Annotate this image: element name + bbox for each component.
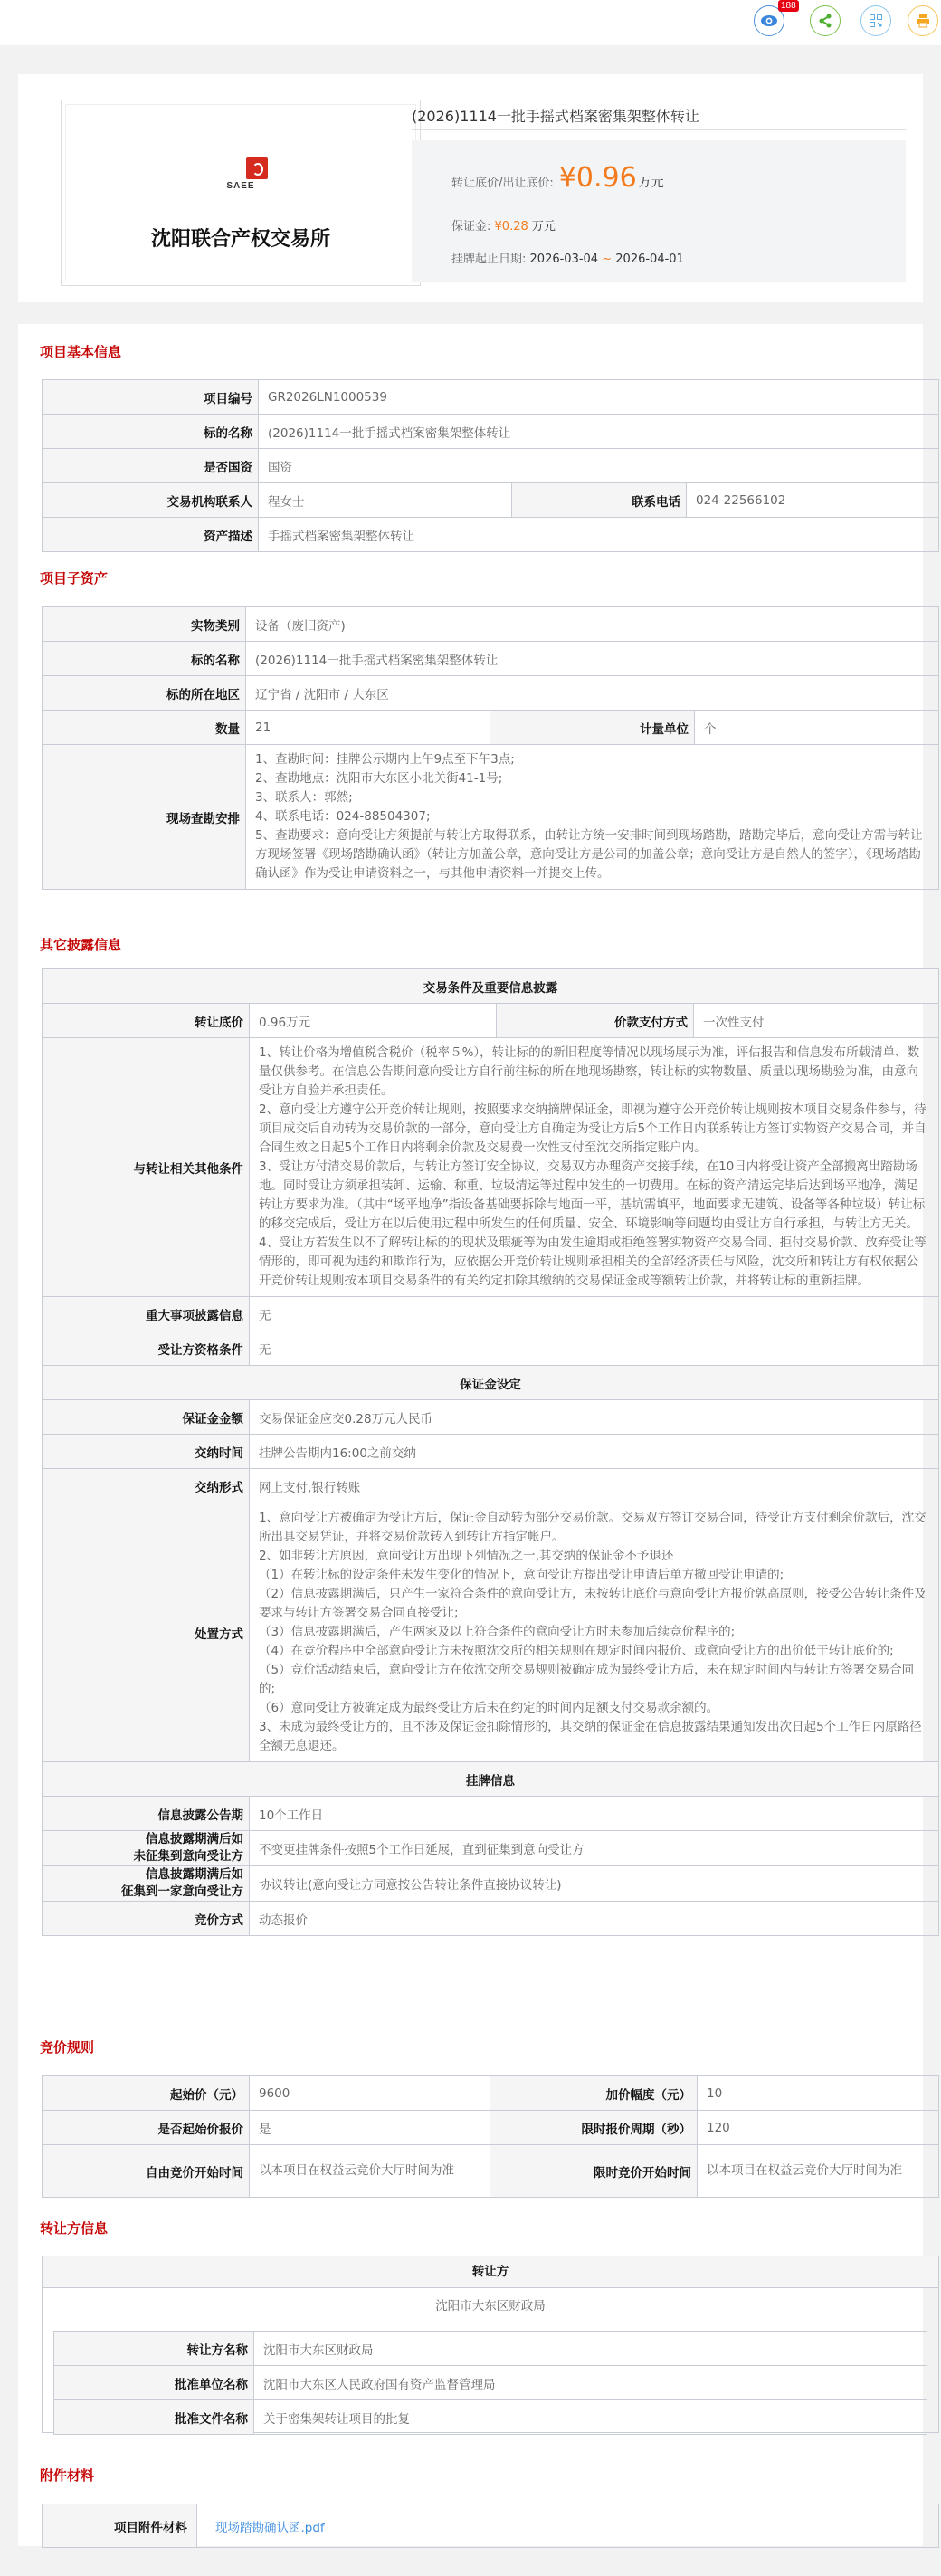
price-summary bbox=[412, 140, 906, 282]
timed-bid-cycle: 120 bbox=[698, 2111, 939, 2145]
share-icon bbox=[818, 14, 832, 28]
table-row bbox=[43, 642, 939, 676]
row-label: 标的名称 bbox=[43, 642, 246, 676]
reserve-price-unit: 万元 bbox=[638, 176, 664, 190]
one-buyer-action: 协议转让(意向受让方同意按公告转让条件直接协议转让) bbox=[250, 1866, 939, 1902]
payment-method: 一次性支付 bbox=[694, 1004, 939, 1038]
unit: 个 bbox=[695, 711, 939, 745]
trade-conditions-heading: 交易条件及重要信息披露 bbox=[43, 969, 939, 1004]
row-label: 是否国资 bbox=[43, 449, 259, 483]
reserve-price-value: ¥0.96 bbox=[558, 162, 637, 194]
bidding-rules-table bbox=[42, 2075, 939, 2198]
transferor-name: 沈阳市大东区财政局 bbox=[254, 2332, 927, 2366]
print-button[interactable] bbox=[908, 5, 938, 36]
row-label: 批准文件名称 bbox=[54, 2400, 254, 2435]
table-row bbox=[43, 1831, 939, 1866]
timed-bid-start: 以本项目在权益云竞价大厅时间为准 bbox=[698, 2145, 939, 2198]
saee-logo-icon bbox=[246, 157, 268, 179]
section-title-transferor: 转让方信息 bbox=[40, 2220, 109, 2237]
deposit-form: 网上支付,银行转账 bbox=[250, 1469, 939, 1503]
row-label: 实物类别 bbox=[43, 607, 246, 642]
state-owned: 国资 bbox=[259, 449, 939, 483]
row-label: 加价幅度（元） bbox=[490, 2076, 698, 2111]
table-row bbox=[43, 1004, 939, 1038]
asset-category: 设备（废旧资产) bbox=[246, 607, 939, 642]
table-row bbox=[54, 2366, 927, 2400]
start-price-bid: 是 bbox=[250, 2111, 490, 2145]
table-row bbox=[43, 483, 939, 518]
row-label: 重大事项披露信息 bbox=[43, 1297, 250, 1331]
disclosure-period: 10个工作日 bbox=[250, 1797, 939, 1831]
asset-description: 手摇式档案密集架整体转让 bbox=[259, 518, 939, 552]
table-row bbox=[43, 1435, 939, 1469]
subject-name: (2026)1114一批手摇式档案密集架整体转让 bbox=[259, 415, 939, 449]
row-label: 信息披露期满后如 未征集到意向受让方 bbox=[43, 1831, 250, 1866]
row-label: 信息披露公告期 bbox=[43, 1797, 250, 1831]
section-title-sub-asset: 项目子资产 bbox=[40, 570, 109, 587]
other-disclosure-table bbox=[42, 968, 939, 1936]
share-button[interactable] bbox=[810, 5, 841, 36]
section-title-bidding-rules: 竞价规则 bbox=[40, 2039, 95, 2056]
row-label: 限时竞价开始时间 bbox=[490, 2145, 698, 2198]
table-row bbox=[43, 2076, 939, 2111]
project-number: GR2026LN1000539 bbox=[259, 380, 939, 415]
row-label: 与转让相关其他条件 bbox=[43, 1038, 250, 1297]
table-row bbox=[43, 415, 939, 449]
eye-icon bbox=[760, 14, 778, 27]
table-row bbox=[43, 1469, 939, 1503]
logo-abbreviation: SAEE bbox=[226, 181, 255, 191]
row-label: 是否起始价报价 bbox=[43, 2111, 250, 2145]
row-label: 转让方名称 bbox=[54, 2332, 254, 2366]
table-row bbox=[43, 676, 939, 711]
transferor-panel bbox=[42, 2256, 939, 2433]
quantity: 21 bbox=[246, 711, 490, 745]
table-row bbox=[43, 1503, 939, 1762]
inspection-arrangement: 1、查勘时间：挂牌公示期内上午9点至下午3点; 2、查勘地点：沈阳市大东区小北关街41-1号; 3、联系人：郭然; 4、联系电话：024-88504307; 5、查勘要求：意向受让方须提前与转让方取得联系，由转让方统一安排时间到现场踏勘，踏勘完毕后，意向受让方需与转让方现场签署《现场踏勘确认函》（转让方加盖公章，意向受让方是公司的加盖公章；意向受让方是自然人的签字），《现场踏勘确认函》作为受让申请资料之一，与其他申请资料一并提交上传。 bbox=[246, 745, 939, 890]
table-row bbox=[43, 518, 939, 552]
sub-asset-table bbox=[42, 606, 939, 890]
transfer-price: 0.96万元 bbox=[250, 1004, 497, 1038]
table-row bbox=[43, 2111, 939, 2145]
row-label: 信息披露期满后如 征集到一家意向受让方 bbox=[43, 1866, 250, 1902]
approval-document: 关于密集架转让项目的批复 bbox=[254, 2400, 927, 2435]
reserve-price-label: 转让底价/出让底价: bbox=[451, 177, 554, 190]
buyer-qualification: 无 bbox=[250, 1331, 939, 1366]
row-label: 转让底价 bbox=[43, 1004, 250, 1038]
table-row bbox=[43, 380, 939, 415]
starting-price: 9600 bbox=[250, 2076, 490, 2111]
row-label: 现场查勘安排 bbox=[43, 745, 246, 890]
row-label: 限时报价周期（秒） bbox=[490, 2111, 698, 2145]
table-row bbox=[43, 1866, 939, 1902]
listing-info-heading: 挂牌信息 bbox=[43, 1762, 939, 1797]
deposit-row bbox=[451, 216, 556, 234]
deposit-settings-heading: 保证金设定 bbox=[43, 1366, 939, 1400]
row-label: 自由竞价开始时间 bbox=[43, 2145, 250, 2198]
contact-phone: 024-22566102 bbox=[687, 483, 939, 518]
print-icon bbox=[916, 14, 930, 28]
table-row bbox=[43, 1331, 939, 1366]
project-detail-card bbox=[18, 324, 927, 2546]
table-row bbox=[43, 1400, 939, 1435]
basic-info-table bbox=[42, 379, 939, 552]
subject-region: 辽宁省 / 沈阳市 / 大东区 bbox=[246, 676, 939, 711]
project-title: (2026)1114一批手摇式档案密集架整体转让 bbox=[412, 100, 906, 130]
deposit-unit: 万元 bbox=[531, 220, 556, 234]
transferor-table bbox=[53, 2331, 927, 2435]
listing-period-start: 2026-03-04 bbox=[529, 253, 599, 266]
table-row bbox=[43, 2504, 939, 2548]
view-count-badge: 188 bbox=[778, 0, 799, 12]
free-bid-start: 以本项目在权益云竞价大厅时间为准 bbox=[250, 2145, 490, 2198]
row-label: 资产描述 bbox=[43, 518, 259, 552]
table-row bbox=[43, 2145, 939, 2198]
listing-period-separator: ~ bbox=[602, 253, 613, 266]
table-row bbox=[54, 2400, 927, 2435]
table-row bbox=[43, 1797, 939, 1831]
row-label: 联系电话 bbox=[512, 483, 687, 518]
listing-period-row bbox=[451, 249, 684, 266]
row-label: 起始价（元） bbox=[43, 2076, 250, 2111]
bid-increment: 10 bbox=[698, 2076, 939, 2111]
listing-period-label: 挂牌起止日期: bbox=[451, 253, 527, 266]
row-label: 处置方式 bbox=[43, 1503, 250, 1762]
row-label: 保证金金额 bbox=[43, 1400, 250, 1435]
listing-period-end: 2026-04-01 bbox=[615, 253, 684, 266]
row-label: 交易机构联系人 bbox=[43, 483, 259, 518]
row-label: 项目附件材料 bbox=[43, 2504, 197, 2548]
exchange-logo bbox=[61, 100, 421, 286]
row-label: 项目编号 bbox=[43, 380, 259, 415]
qrcode-icon bbox=[870, 14, 882, 27]
project-header-card bbox=[18, 74, 923, 302]
table-row bbox=[43, 745, 939, 890]
table-row bbox=[43, 449, 939, 483]
attachments-table bbox=[42, 2504, 939, 2548]
section-title-attachments: 附件材料 bbox=[40, 2467, 95, 2484]
deposit-label: 保证金: bbox=[451, 220, 491, 234]
deposit-value: ¥0.28 bbox=[494, 220, 528, 234]
row-label: 计量单位 bbox=[490, 711, 695, 745]
transferor-org: 沈阳市大东区财政局 bbox=[435, 2299, 546, 2314]
no-buyer-action: 不变更挂牌条件按照5个工作日延展，直到征集到意向受让方 bbox=[250, 1831, 939, 1866]
row-label: 价款支付方式 bbox=[497, 1004, 694, 1038]
row-label: 交纳形式 bbox=[43, 1469, 250, 1503]
attachment-file-link[interactable]: 现场踏勘确认函.pdf bbox=[215, 2520, 325, 2535]
row-label: 标的所在地区 bbox=[43, 676, 246, 711]
reserve-price-row bbox=[451, 162, 664, 194]
table-row bbox=[43, 607, 939, 642]
row-label: 数量 bbox=[43, 711, 246, 745]
bidding-method: 动态报价 bbox=[250, 1902, 939, 1936]
row-label: 标的名称 bbox=[43, 415, 259, 449]
transferor-heading: 转让方 bbox=[43, 2256, 938, 2288]
qrcode-button[interactable] bbox=[860, 5, 891, 36]
approval-unit: 沈阳市大东区人民政府国有资产监督管理局 bbox=[254, 2366, 927, 2400]
row-label: 竞价方式 bbox=[43, 1902, 250, 1936]
row-label: 批准单位名称 bbox=[54, 2366, 254, 2400]
table-row bbox=[43, 1038, 939, 1297]
major-matters: 无 bbox=[250, 1297, 939, 1331]
row-label: 受让方资格条件 bbox=[43, 1331, 250, 1366]
deposit-time: 挂牌公告期内16:00之前交纳 bbox=[250, 1435, 939, 1469]
other-conditions: 1、转让价格为增值税含税价（税率５%），转让标的的新旧程度等情况以现场展示为准，评估报告和信息发布所载清单、数量仅供参考。在信息公告期间意向受让方自行前往标的所在地现场勘察，转让标的实物数量、质量以现场勘验为准，由意向受让方自验并承担责任。 2、意向受让方遵守公开竞价转让规则，按照要求交纳摘牌保证金，即视为遵守公开竞价转让规则按本项目交易条件参与，待项目成交后自动转为交易价款的一部分，意向受让方自确定为受让方后5个工作日内联系转让方签订实物资产交易合同，并自合同生效之日起5个工作日内将剩余价款及交易费一次性支付至沈交所指定账户内。 3、受让方付清交易价款后，与转让方签订安全协议，交易双方办理资产交接手续，在10日内将受让资产全部搬离出踏勘场地。同时受让方须承担装卸、运输、称重、垃圾清运等过程中发生的一切费用。在标的资产清运完毕后达到场平地净，满足转让方要求为准。（其中“场平地净”指设备基础要拆除与地面一平，基坑需填平，地面要求无建筑、设备等各种垃圾）转让标的移交完成后，受让方在以后使用过程中所发生的任何质量、安全、环境影响等问题均由受让方自行承担，与转让方无关。 4、受让方若发生以不了解转让标的的现状及瑕疵等为由发生逾期或拒绝签署实物资产交易合同、拒付交易价款、放弃受让等情形的，即可视为违约和欺诈行为，应依据公开竞价转让规则承担相关的全部经济责任与风险，沈交所和转让方有权依据公开竞价转让规则按本项目交易条件的有关约定扣除其缴纳的交易保证金或等额转让价款，并将转让标的重新挂牌。 bbox=[250, 1038, 939, 1297]
deposit-amount: 交易保证金应交0.28万元人民币 bbox=[250, 1400, 939, 1435]
section-title-other-disclosure: 其它披露信息 bbox=[40, 937, 122, 953]
deposit-disposal: 1、意向受让方被确定为受让方后，保证金自动转为部分交易价款。交易双方签订交易合同，待受让方支付剩余价款后，沈交所出具交易凭证，并将交易价款转入到转让方指定帐户。 2、如非转让方原因，意向受让方出现下列情况之一,其交纳的保证金不予退还 （1）在转让标的设定条件未发生变化的情况下，意向受让方提出受让申请后单方撤回受让申请的; （2）信息披露期满后，只产生一家符合条件的意向受让方，未按转让底价与意向受让方报价孰高原则，接受公告转让条件及要求与转让方签署交易合同直接受让; （3）信息披露期满后，产生两家及以上符合条件的意向受让方时未参加后续竞价程序的; （4）在竞价程序中全部意向受让方未按照沈交所的相关规则在规定时间内报价、或意向受让方的出价低于转让底价的; （5）竞价活动结束后，意向受让方在依沈交所交易规则被确定成为最终受让方后，未在规定时间内与转让方签署交易合同的; （6）意向受让方被确定成为最终受让方后未在约定的时间内足额支付交易款余额的。 3、未成为最终受让方的，且不涉及保证金扣除情形的，其交纳的保证金在信息披露结果通知发出次日起5个工作日内原路径全额无息退还。 bbox=[250, 1503, 939, 1762]
table-row bbox=[43, 1297, 939, 1331]
section-title-basic-info: 项目基本信息 bbox=[40, 344, 122, 360]
table-row bbox=[43, 1902, 939, 1936]
contact-person: 程女士 bbox=[259, 483, 512, 518]
subject-name: (2026)1114一批手摇式档案密集架整体转让 bbox=[246, 642, 939, 676]
top-toolbar bbox=[0, 0, 941, 45]
exchange-name: 沈阳联合产权交易所 bbox=[150, 227, 330, 251]
table-row bbox=[43, 711, 939, 745]
row-label: 交纳时间 bbox=[43, 1435, 250, 1469]
table-row bbox=[54, 2332, 927, 2366]
